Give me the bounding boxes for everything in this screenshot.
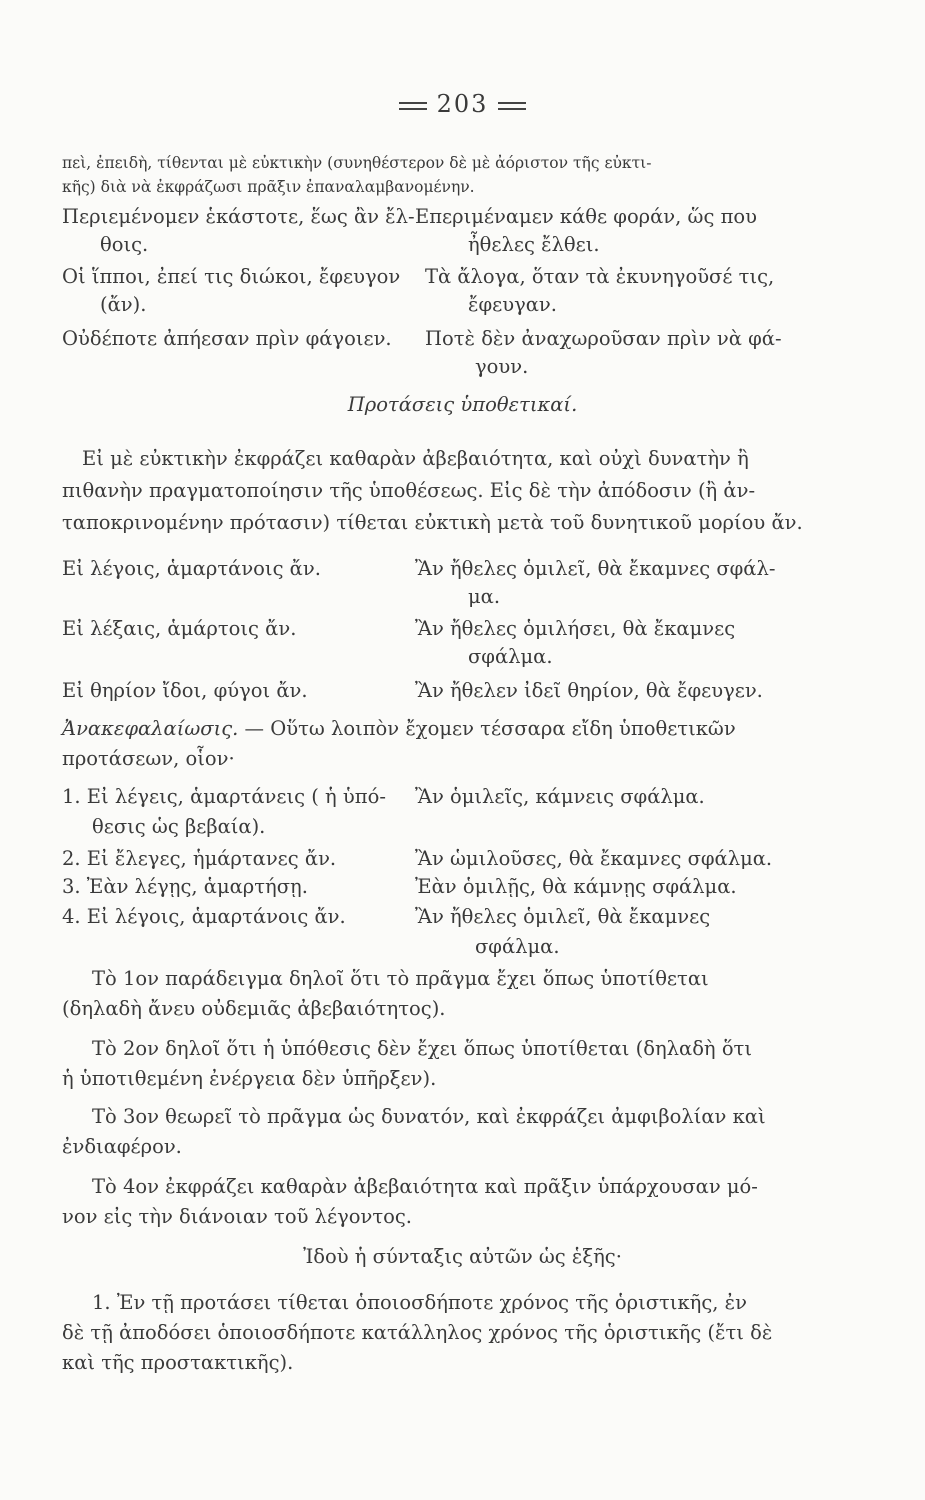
example-right: μα.: [468, 585, 501, 608]
recap-line: [62, 716, 736, 742]
example-right: Τὰ ἄλογα, ὅταν τὰ ἐκυνηγοῦσέ τις,: [425, 265, 775, 288]
paragraph-line: ἡ ὑποτιθεμένη ἐνέργεια δὲν ὑπῆρξεν).: [62, 1067, 437, 1090]
recap-title: Ἀνακεφαλαίωσις.: [62, 717, 239, 740]
list-item-left: 1. Εἰ λέγεις, ἁμαρτάνεις ( ἡ ὑπό-: [62, 785, 386, 808]
list-item-right: σφάλμα.: [475, 935, 560, 958]
example-left: Εἰ θηρίον ἴδοι, φύγοι ἄν.: [62, 679, 308, 702]
example-left: Οὐδέποτε ἀπήεσαν πρὶν φάγοιεν.: [62, 327, 392, 350]
intro-line: πεὶ, ἐπειδὴ, τίθενται μὲ εὐκτικὴν (συνηθέστερον δὲ μὲ ἀόριστον τῆς εὐκτι-: [62, 154, 652, 172]
paragraph-line: Τὸ 2ον δηλοῖ ὅτι ἡ ὑπόθεσις δὲν ἔχει ὅπως ὑποτίθεται (δηλαδὴ ὅτι: [92, 1037, 752, 1060]
example-left: Οἱ ἵπποι, ἐπεί τις διώκοι, ἔφευγον: [62, 265, 401, 288]
list-item-right: Ἂν ὡμιλοῦσες, θὰ ἔκαμνες σφάλμα.: [415, 847, 773, 870]
example-right: Ἂν ἤθελες ὁμιλεῖ, θὰ ἔκαμνες σφάλ-: [415, 557, 776, 580]
paragraph-line: Τὸ 1ον παράδειγμα δηλοῖ ὅτι τὸ πρᾶγμα ἔχει ὅπως ὑποτίθεται: [92, 967, 709, 990]
section-heading: Ἰδοὺ ἡ σύνταξις αὐτῶν ὡς ἑξῆς·: [303, 1245, 622, 1268]
page-number-header: [0, 90, 925, 118]
intro-line: κῆς) διὰ νὰ ἐκφράζωσι πρᾶξιν ἐπαναλαμβανομένην.: [62, 178, 475, 196]
example-right: ἦθελες ἔλθει.: [468, 233, 600, 256]
example-left: (ἄν).: [100, 293, 147, 316]
example-right: Επεριμέναμεν κάθε φοράν, ὥς που: [415, 205, 757, 228]
example-left: Περιεμένομεν ἑκάστοτε, ἕως ἂν ἔλ-: [62, 205, 415, 228]
list-item-left: 4. Εἰ λέγοις, ἁμαρτάνοις ἄν.: [62, 905, 346, 928]
final-line: καὶ τῆς προστακτικῆς).: [62, 1351, 294, 1374]
list-item-right: Ἂν ἤθελες ὁμιλεῖ, θὰ ἔκαμνες: [415, 905, 711, 928]
list-item-right: Ἐὰν ὁμιλῇς, θὰ κάμνῃς σφάλμα.: [415, 875, 737, 898]
example-right: Ἂν ἤθελες ὁμιλήσει, θὰ ἔκαμνες: [415, 617, 736, 640]
list-item-right: Ἂν ὁμιλεῖς, κάμνεις σφάλμα.: [415, 785, 705, 808]
list-item-left: θεσις ὡς βεβαία).: [92, 815, 266, 838]
list-item-left: 2. Εἰ ἔλεγες, ἡμάρτανες ἄν.: [62, 847, 337, 870]
recap-text: — Οὕτω λοιπὸν ἔχομεν τέσσαρα εἴδη ὑποθετικῶν: [238, 717, 736, 740]
section-heading: Προτάσεις ὑποθετικαί.: [347, 393, 578, 416]
example-right: γουν.: [475, 355, 529, 378]
right-rule: [498, 102, 526, 110]
paragraph-line: νον εἰς τὴν διάνοιαν τοῦ λέγοντος.: [62, 1205, 412, 1228]
paragraph-line: πιθανὴν πραγματοποίησιν τῆς ὑποθέσεως. Εἰς δὲ τὴν ἀπόδοσιν (ἢ ἀν-: [62, 479, 756, 502]
final-line: [92, 1290, 747, 1316]
list-item-left: 3. Ἐὰν λέγῃς, ἁμαρτήσῃ.: [62, 875, 308, 898]
final-number: 1.: [92, 1291, 111, 1314]
example-right: Ἂν ἤθελεν ἰδεῖ θηρίον, θὰ ἔφευγεν.: [415, 679, 763, 702]
paragraph-line: Εἰ μὲ εὐκτικὴν ἐκφράζει καθαρὰν ἀβεβαιότητα, καὶ οὐχὶ δυνατὴν ἢ: [82, 447, 749, 470]
paragraph-line: ἐνδιαφέρον.: [62, 1135, 182, 1158]
example-left: Εἰ λέξαις, ἁμάρτοις ἄν.: [62, 617, 297, 640]
example-right: ἔφευγαν.: [468, 293, 557, 316]
recap-line: προτάσεων, οἷον·: [62, 747, 235, 770]
paragraph-line: Τὸ 4ον ἐκφράζει καθαρὰν ἀβεβαιότητα καὶ πρᾶξιν ὑπάρχουσαν μό-: [92, 1175, 758, 1198]
example-left: Εἰ λέγοις, ἁμαρτάνοις ἄν.: [62, 557, 321, 580]
left-rule: [399, 102, 427, 110]
page-number: 203: [436, 90, 489, 118]
example-right: σφάλμα.: [468, 645, 553, 668]
final-line: δὲ τῇ ἀποδόσει ὁποιοσδήποτε κατάλληλος χρόνος τῆς ὁριστικῆς (ἔτι δὲ: [62, 1321, 773, 1344]
example-right: Ποτὲ δὲν ἀναχωροῦσαν πρὶν νὰ φά-: [425, 327, 782, 350]
paragraph-line: ταποκρινομένην πρότασιν) τίθεται εὐκτικὴ μετὰ τοῦ δυνητικοῦ μορίου ἄν.: [62, 511, 803, 534]
paragraph-line: (δηλαδὴ ἄνευ οὐδεμιᾶς ἀβεβαιότητος).: [62, 997, 446, 1020]
paragraph-line: Τὸ 3ον θεωρεῖ τὸ πρᾶγμα ὡς δυνατόν, καὶ ἐκφράζει ἀμφιβολίαν καὶ: [92, 1105, 766, 1128]
example-left: θοις.: [100, 233, 149, 256]
final-text: Ἐν τῇ προτάσει τίθεται ὁποιοσδήποτε χρόνος τῆς ὁριστικῆς, ἐν: [116, 1291, 747, 1314]
